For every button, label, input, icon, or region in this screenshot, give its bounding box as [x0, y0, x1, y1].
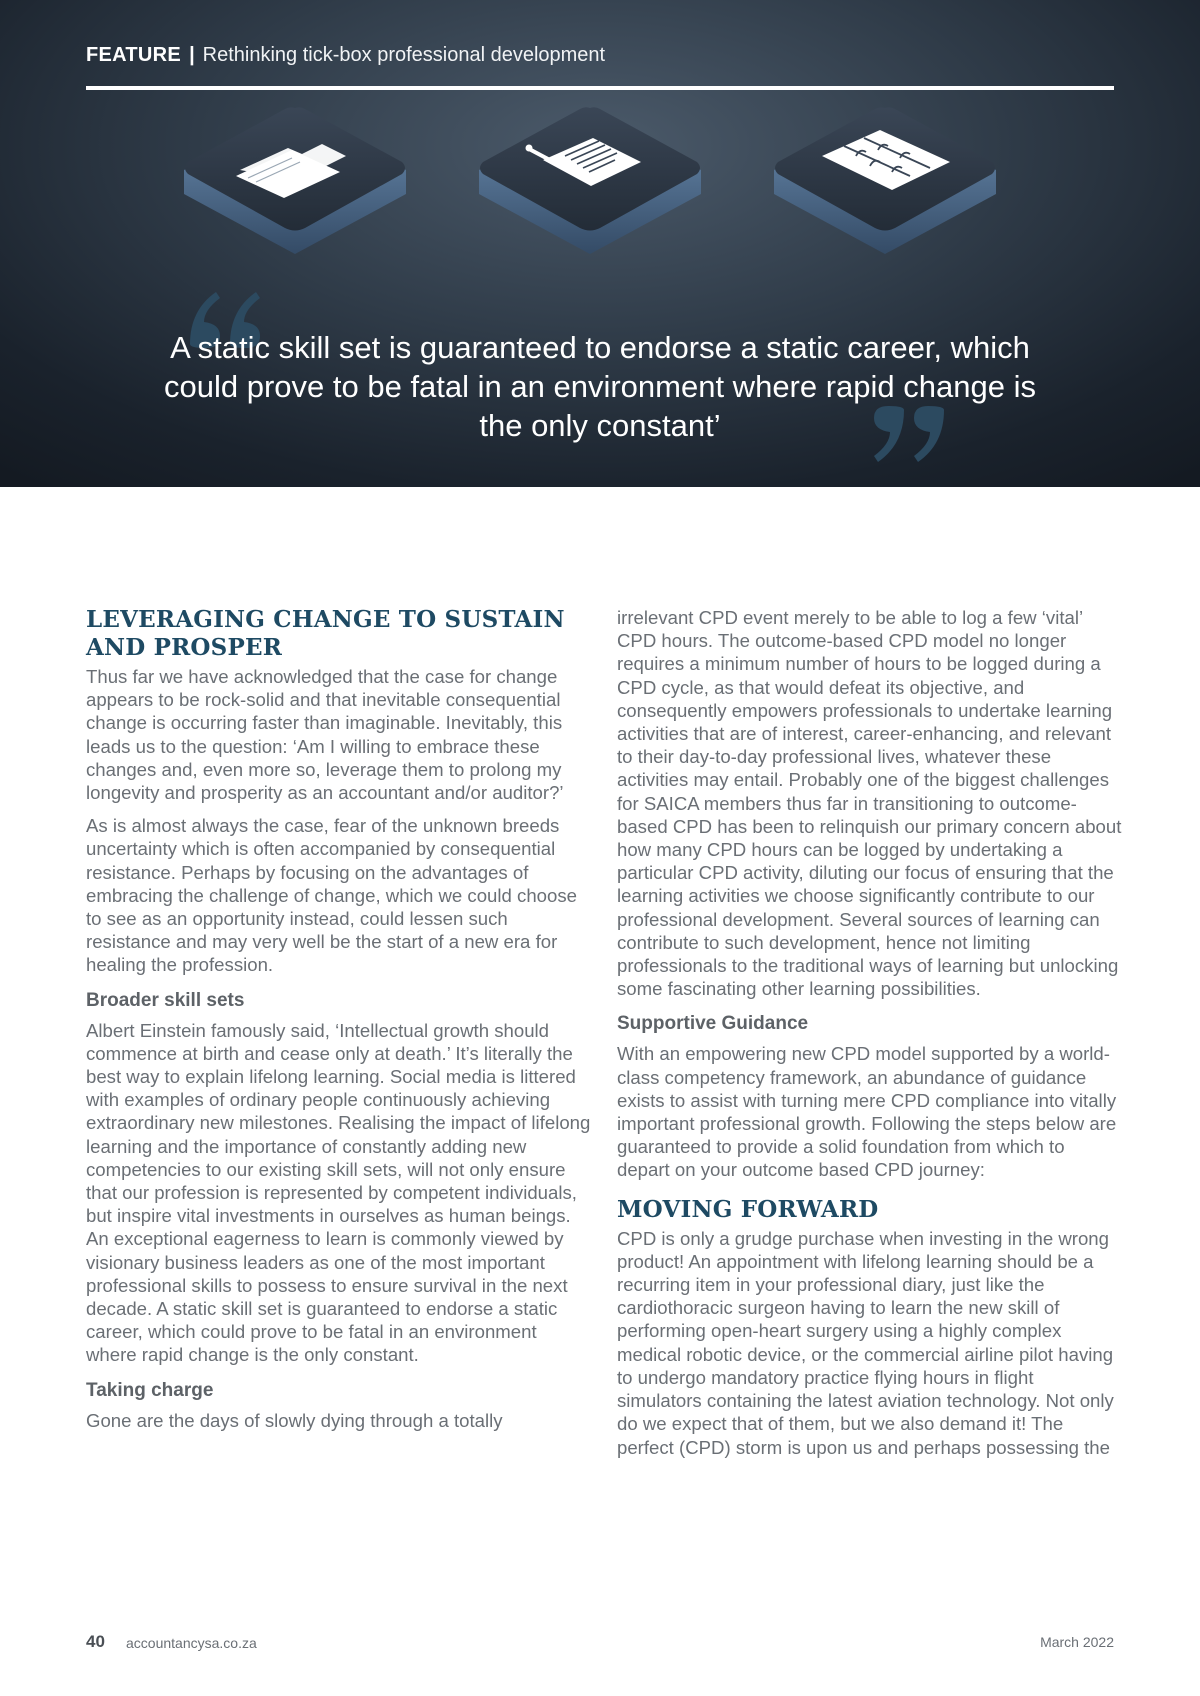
left-column [86, 606, 591, 1442]
paragraph: Thus far we have acknowledged that the case for change appears to be rock-solid and that inevitable consequential change is occurring faster than imaginable. Inevitably, this leads us to the question: ‘Am I willing to embrace these changes and, even more so, leverage them to prolong my longevity and prosperity as an accountant and/or auditor?’ [86, 666, 564, 804]
icon-tiles [170, 98, 1030, 268]
header-rule [86, 86, 1114, 90]
subheading-supportive-guidance: Supportive Guidance [617, 1013, 809, 1035]
paragraph: Albert Einstein famously said, ‘Intellectual growth should commence at birth and cease only at death.’ It’s literally the best way to explain lifelong learning. Social media is littered with examples of ordinary people continuously achieving extraordinary new milestones. Realising the impact of lifelong learning and the importance of constantly adding new competencies to our existing skill sets, will not only ensure that our profession is represented by competent individuals, but inspire vital investments in ourselves as human beings. An exceptional eagerness to learn is commonly viewed by visionary business leaders as one of the most important professional skills to possess to ensure survival in the next decade. A static skill set is guaranteed to endorse a static career, which could prove to be fatal in an environment where rapid change is the only constant. [86, 1019, 591, 1366]
website-link[interactable]: accountancysa.co.za [126, 1635, 257, 1651]
paragraph: irrelevant CPD event merely to be able to log a few ‘vital’ CPD hours. The outcome-based CPD model no longer requires a minimum number of hours to be logged during a CPD cycle, as that would defeat its objective, and consequently empowers professionals to undertake learning activities that are of interest, career-enhancing, and relevant to their day-to-day professional lives, whatever these activities may entail. Probably one of the biggest challenges for SAICA members thus far in transitioning to outcome-based CPD has been to relinquish our primary concern about how many CPD hours can be logged by undertaking a particular CPD activity, diluting our focus of ensuring that the learning activities we choose significantly contribute to our professional development. Several sources of learning can contribute to such development, hence not limiting professionals to the traditional ways of learning but unlocking some fascinating other learning possibilities. [617, 607, 1122, 1000]
section-kicker [86, 44, 605, 67]
section-heading-leveraging-change: LEVERAGING CHANGE TO SUSTAIN AND PROSPER [86, 606, 565, 661]
section-heading-moving-forward: MOVING FORWARD [617, 1195, 879, 1223]
subheading-taking-charge: Taking charge [86, 1379, 214, 1401]
paragraph: Gone are the days of slowly dying through a totally [86, 1409, 503, 1431]
kicker-label: FEATURE [86, 44, 182, 66]
hero-banner [0, 0, 1200, 487]
close-quote-icon [868, 398, 948, 468]
paragraph: CPD is only a grudge purchase when investing in the wrong product! An appointment with lifelong learning should be a recurring item in your professional diary, just like the cardiothoracic surgeon having to learn the new skill of performing open-heart surgery using a highly complex medical robotic device, or the commercial airline pilot having to undergo mandatory practice flying hours in flight simulators containing the latest aviation technology. Not only do we expect that of them, but we also demand it! The perfect (CPD) storm is upon us and perhaps possessing the [617, 1227, 1114, 1458]
pull-quote: A static skill set is guaranteed to endorse a static career, which could prove to be fatal in an environment where rapid change is the only constant’ [164, 330, 1036, 443]
page-number: 40 [86, 1632, 105, 1651]
document-pen-icon [465, 98, 715, 268]
checklist-icon [760, 98, 1010, 268]
folder-icon [170, 98, 420, 268]
paragraph: As is almost always the case, fear of the unknown breeds uncertainty which is often accompanied by consequential resistance. Perhaps by focusing on the advantages of embracing the challenge of change, which we could choose to see as an opportunity instead, could lessen such resistance and may very well be the start of a new era for healing the profession. [86, 815, 577, 976]
kicker-subtitle: Rethinking tick-box professional development [202, 44, 606, 66]
subheading-broader-skill-sets: Broader skill sets [86, 989, 245, 1011]
right-column [617, 606, 1122, 1469]
kicker-separator: | [189, 44, 195, 66]
paragraph: With an empowering new CPD model supported by a world-class competency framework, an abundance of guidance exists to assist with turning mere CPD compliance into vitally important professional growth. Following the steps below are guaranteed to provide a solid foundation from which to depart on your outcome based CPD journey: [617, 1043, 1117, 1181]
issue-date: March 2022 [1040, 1634, 1114, 1650]
